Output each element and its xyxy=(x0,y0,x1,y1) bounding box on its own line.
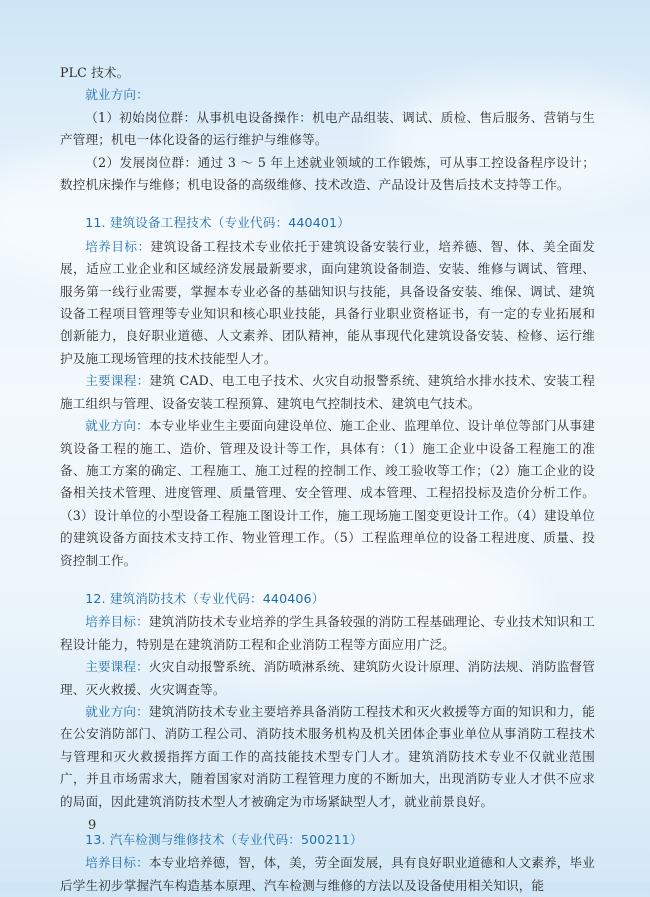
section-12-courses xyxy=(60,656,595,701)
section-11-courses xyxy=(60,370,595,415)
goal-text: 建筑消防技术专业培养的学生具备较强的消防工程基础理论、专业技术知识和工程设计能力，特别是在建筑消防工程和企业消防工程等方面应用广泛。 xyxy=(60,614,596,652)
course-label: 主要课程： xyxy=(85,373,150,389)
section-12-jobs xyxy=(60,701,595,813)
document-body xyxy=(60,62,595,897)
section-13-goal xyxy=(60,852,595,897)
goal-label: 培养目标： xyxy=(85,238,151,254)
goal-label: 培养目标： xyxy=(85,855,149,871)
employment-item-2: （2）发展岗位群：通过 3 ～ 5 年上述就业领域的工作锻炼，可从事工控设备程序设计；数控机床操作与维修；机电设备的高级维修、技术改造、产品设计及售后技术支持等工作。 xyxy=(60,154,595,193)
employment-heading xyxy=(60,84,595,106)
goal-text: 本专业培养德，智，体，美，劳全面发展，具有良好职业道德和人文素养，毕业后学生初步掌握汽车构造基本原理、汽车检测与维修的方法以及设备使用相关知识，能 xyxy=(60,855,596,893)
goal-label: 培养目标： xyxy=(85,614,149,630)
job-text: 本专业毕业生主要面向建设单位、施工企业、监理单位、设计单位等部门从事建筑设备工程的施工、造价、管理及设计等工作，具体有：（1）施工企业中设备工程施工的准备、施工方案的确定、工程施工、施工过程的控制工作、竣工验收等工作；（2）施工企业的设备相关技术管理、进度管理、质量管理、安全管理、成本管理、工程招投标及造价分析工作。（3）设计单位的小型设备工程施工图设计工作，施工现场施工图变更设计工作。（4）建设单位的建筑设备方面技术支持工作、物业管理工作。（5）工程监理单位的设备工程进度、质量、投资控制工作。 xyxy=(60,418,596,568)
section-11-goal xyxy=(60,236,595,370)
course-label: 主要课程： xyxy=(85,659,149,675)
section-12-goal xyxy=(60,611,595,656)
section-title-13: 13. 汽车检测与维修技术（专业代码：500211） xyxy=(85,832,363,847)
intro-line: PLC 技术。 xyxy=(60,65,130,80)
section-title-11: 11. 建筑设备工程技术（专业代码：440401） xyxy=(85,215,350,231)
course-text: 建筑 CAD、电工电子技术、火灾自动报警系统、建筑给水排水技术、安装工程施工组织与管理、设备安装工程预算、建筑电气控制技术、建筑电气技术。 xyxy=(60,373,595,411)
job-label: 就业方向： xyxy=(85,703,149,719)
job-label: 就业方向： xyxy=(85,418,149,434)
job-text: 建筑消防技术专业主要培养具备消防工程技术和灭火救援等方面的知识和力，能在公安消防部门、消防工程公司、消防技术服务机构及机关团体企事业单位从事消防工程技术与管理和灭火救援指挥方面工作的高技能技术型专门人才。建筑消防技术专业不仅就业范围广，并且市场需求大，随着国家对消防工程管理力度的不断加大，出现消防专业人才供不应求的局面，因此建筑消防技术型人才被确定为市场紧缺型人才，就业前景良好。 xyxy=(60,703,596,809)
section-title-12: 12. 建筑消防技术（专业代码：440406） xyxy=(85,590,325,606)
section-11-jobs xyxy=(60,415,595,572)
employment-item-1: （1）初始岗位群：从事机电设备操作：机电产品组装、调试、质检、售后服务、营销与生产管理；机电一体化设备的运行维护与维修等。 xyxy=(60,109,595,148)
employment-label: 就业方向： xyxy=(85,87,149,103)
page-number: 9 xyxy=(88,818,97,833)
goal-text: 建筑设备工程技术专业依托于建筑设备安装行业，培养德、智、体、美全面发展，适应工业企业和区域经济发展最新要求，面向建筑设备制造、安装、维修与调试、管理、服务第一线行业需要，掌握本专业必备的基础知识与技能，具备设备安装、维保、调试、建筑设备工程项目管理等专业知识和核心职业技能，具备行业职业资格证书，有一定的专业拓展和创新能力，良好职业道德、人文素养、团队精神，能从事现代化建筑设备安装、检修、运行维护及施工现场管理的技术技能型人才。 xyxy=(60,238,595,366)
course-text: 火灾自动报警系统、消防喷淋系统、建筑防火设计原理、消防法规、消防监督管理、灭火救援、火灾调查等。 xyxy=(60,659,596,697)
